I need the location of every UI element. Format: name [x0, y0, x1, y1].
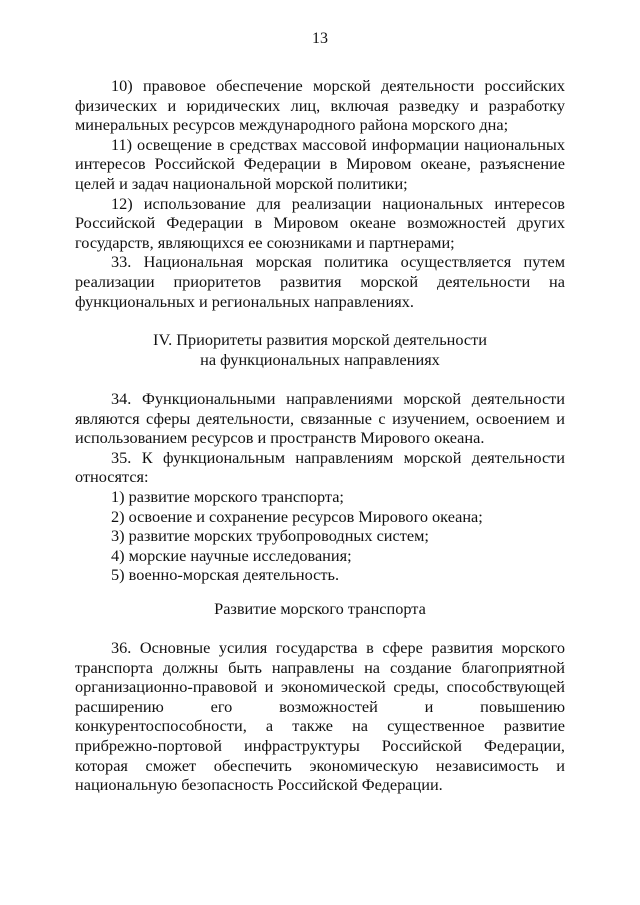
paragraph-clause-34: 34. Функциональными направлениями морской деятельности являются сферы деятельности, связанные с изучением, освоением и использованием ресурсов и пространств Мирового океана.: [75, 389, 565, 448]
paragraph-clause-35: 35. К функциональным направлениям морской деятельности относятся:: [75, 447, 565, 487]
page-number: 13: [312, 30, 328, 47]
intro-block: [75, 76, 565, 311]
list-item: 2) освоение и сохранение ресурсов Мирового океана;: [111, 506, 483, 526]
paragraph-clause-36: 36. Основные усилия государства в сфере развития морского транспорта должны быть направлены на создание благоприятной организационно-правовой и экономической среды, способствующей расширению его возможностей и повышению конкурентоспособности, а также на существенное развитие прибрежно-портовой инфраструктуры Российской Федерации, которая сможет обеспечить экономическую независимость и национальную безопасность Российской Федерации.: [75, 638, 565, 795]
section-heading-line2: на функциональных направлениях: [200, 349, 440, 369]
list-item: 5) военно-морская деятельность.: [111, 565, 340, 585]
list-item: 4) морские научные исследования;: [111, 545, 352, 565]
list-item: 1) развитие морского транспорта;: [111, 486, 344, 506]
paragraph-item-12: 12) использование для реализации национальных интересов Российской Федерации в Мировом океане возможностей других государств, являющихся ее союзниками и партнерами;: [75, 193, 565, 252]
final-block: [75, 638, 565, 795]
list-item: 3) развитие морских трубопроводных систем;: [111, 526, 429, 546]
section-heading: [75, 330, 565, 369]
section-block: [75, 389, 565, 585]
paragraph-item-11: 11) освещение в средствах массовой информации национальных интересов Российской Федерации в Мировом океане, разъяснение целей и задач национальной морской политики;: [75, 134, 565, 193]
subheading: Развитие морского транспорта: [214, 599, 426, 618]
section-heading-line1: IV. Приоритеты развития морской деятельности: [153, 330, 487, 349]
paragraph-clause-33: 33. Национальная морская политика осуществляется путем реализации приоритетов развития морской деятельности на функциональных и региональных направлениях.: [75, 252, 565, 311]
paragraph-item-10: 10) правовое обеспечение морской деятельности российских физических и юридических лиц, включая разведку и разработку минеральных ресурсов международного района морского дна;: [75, 76, 565, 135]
